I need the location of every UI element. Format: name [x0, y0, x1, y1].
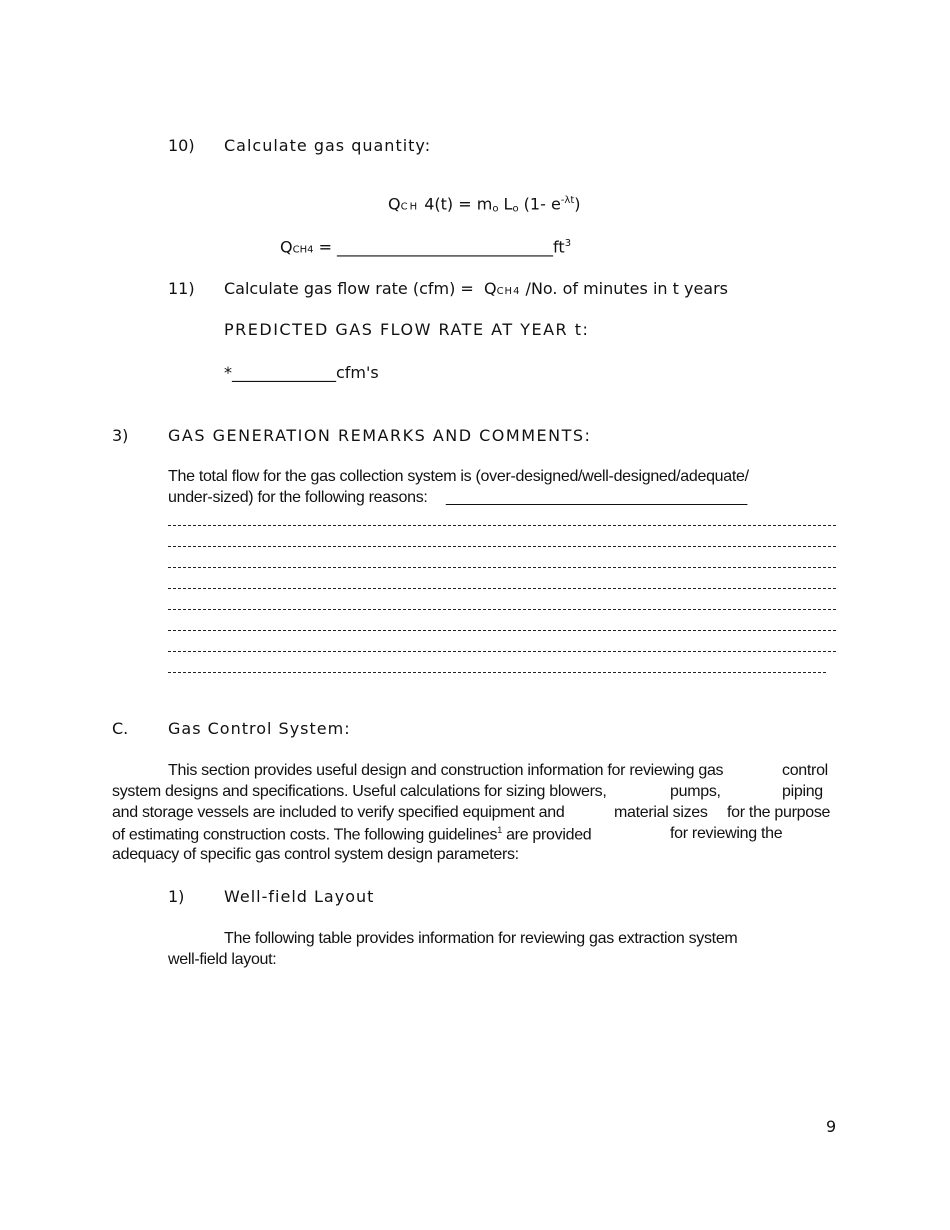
- section-c-para-line-2c: piping: [782, 783, 823, 800]
- item-1-para-line-1: The following table provides information for reviewing gas extraction system: [224, 930, 738, 947]
- remarks-blank-line: [168, 546, 836, 547]
- remarks-blank-line: [168, 672, 826, 673]
- step-10-number: 10): [168, 136, 195, 155]
- remarks-line-2-blank: ___________________________________: [446, 489, 747, 506]
- remarks-line-2: under-sized) for the following reasons:: [168, 489, 428, 506]
- section-c-para-line-4a: of estimating construction costs. The following guidelines$^1$ are provided: [112, 825, 592, 844]
- section-c-para-line-3a: and storage vessels are included to verify specified equipment and: [112, 804, 565, 821]
- remarks-blank-line: [168, 525, 836, 526]
- step-11-number: 11): [168, 279, 195, 298]
- remarks-blank-line: [168, 567, 836, 568]
- remarks-blank-line: [168, 651, 836, 652]
- section-c-title: Gas Control System:: [168, 719, 351, 738]
- section-c-para-line-3c: for the purpose: [727, 804, 831, 821]
- step-11-title: Calculate gas flow rate (cfm) = QCH4 /No. of minutes in t years: [224, 279, 729, 298]
- step-10-title: Calculate gas quantity:: [224, 136, 432, 155]
- predicted-flow-heading: PREDICTED GAS FLOW RATE AT YEAR t:: [224, 320, 590, 339]
- section-c-letter: C.: [112, 719, 129, 738]
- item-1-number: 1): [168, 887, 185, 906]
- predicted-flow-blank: *_____________cfm's: [224, 363, 379, 382]
- section-3-title: GAS GENERATION REMARKS AND COMMENTS:: [168, 426, 592, 445]
- section-c-para-line-1a: This section provides useful design and construction information for reviewing gas: [168, 762, 724, 779]
- remarks-blank-line: [168, 588, 836, 589]
- section-c-para-line-3b: material sizes: [614, 804, 708, 821]
- remarks-line-1: The total flow for the gas collection system is (over-designed/well-designed/adequate/: [168, 468, 749, 485]
- item-1-title: Well-field Layout: [224, 887, 375, 906]
- gas-quantity-formula: QCH 4(t) = mo Lo (1- $e^{-\lambda t}$): [388, 194, 581, 215]
- section-3-number: 3): [112, 426, 129, 445]
- section-c-para-line-2b: pumps,: [670, 783, 721, 800]
- section-c-para-line-2a: system designs and specifications. Useful calculations for sizing blowers,: [112, 783, 607, 800]
- item-1-para-line-2: well-field layout:: [168, 951, 277, 968]
- gas-quantity-result-field: $QCH4 = \_\_\_\_\_\_\_\_\_\_\_\_\_\_\_\_\_\_\_\_\_\_\_\_\_\_\_ft^3$: [280, 237, 572, 257]
- section-c-para-line-1b: control: [782, 762, 828, 779]
- remarks-blank-line: [168, 630, 836, 631]
- section-c-para-line-5: adequacy of specific gas control system design parameters:: [112, 846, 519, 863]
- remarks-blank-line: [168, 609, 836, 610]
- section-c-para-line-4c: for reviewing the: [670, 825, 783, 842]
- page-number: 9: [826, 1117, 837, 1136]
